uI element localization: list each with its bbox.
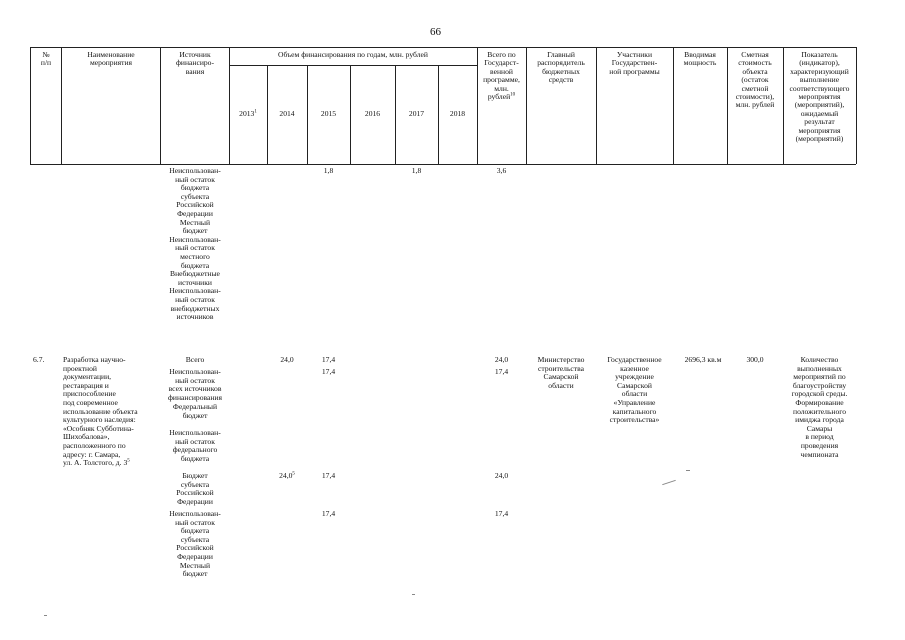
- sub-source: Неиспользован- ный остаток всех источников финансирования: [168, 367, 222, 402]
- row-manager: Министерство строительства Самарской области: [537, 355, 585, 390]
- header-year-2017: 2017: [408, 109, 425, 118]
- header-participants: Участники Государствен- ной программы: [609, 50, 660, 76]
- header-year-2015: 2015: [320, 109, 337, 118]
- header-manager: Главный распорядитель бюджетных средств: [537, 50, 585, 85]
- sub-source: Федеральный бюджет: [172, 402, 218, 420]
- table-top-border: [30, 47, 856, 48]
- sub-value-total: 24,0: [494, 471, 509, 480]
- sub-value-2015: 17,4: [321, 355, 336, 364]
- upper-value-2015: 1,8: [323, 166, 334, 175]
- header-total: Всего по Государст- венной программе, млн. рублей$^{10}$: [483, 50, 520, 102]
- header-volume-group: Объем финансирования по годам, млн. рублей: [278, 50, 428, 59]
- row-capacity: 2696,3 кв.м: [684, 355, 722, 364]
- header-year-2018: 2018: [449, 109, 466, 118]
- sub-value-2015: 17,4: [321, 471, 336, 480]
- upper-value-2017: 1,8: [411, 166, 422, 175]
- col-divider: [229, 47, 230, 164]
- header-name: Наименование мероприятия: [87, 50, 135, 68]
- header-year-2013: 2013$^1$: [239, 109, 257, 118]
- sub-source: Всего: [185, 355, 205, 364]
- header-source: Источник финансиро- вания: [175, 50, 215, 76]
- header-num: № п/п: [40, 50, 52, 68]
- header-year-2016: 2016: [364, 109, 381, 118]
- upper-value-total: 3,6: [496, 166, 507, 175]
- row-number: 6.7.: [33, 355, 45, 364]
- sub-value-total: 17,4: [494, 509, 509, 518]
- sub-value-2014: 24,0$^5$: [279, 471, 295, 480]
- row-name: Разработка научно- проектной документации, реставрация и приспособление под современное использование объекта культурного наследия: «Особняк Субботина- Шихобалова», расположенного по адресу: г. Самара, ул. А. Толстого, д. $3^5$: [63, 355, 138, 468]
- upper-source-list: Неиспользован- ный остаток бюджета субъекта Российской Федерации Местный бюджет Неиспользован- ный остаток местного бюджета Внебюджетные источники Неиспользован- ный остаток внебюджетных источников: [169, 166, 221, 322]
- table-right-border: [856, 47, 857, 164]
- sub-value-2015: 17,4: [321, 509, 336, 518]
- header-bottom-border: [30, 164, 856, 165]
- sub-source: Бюджет субъекта Российской Федерации: [176, 471, 214, 506]
- header-capacity: Вводимая мощность: [683, 50, 717, 68]
- scan-speck: [686, 470, 690, 471]
- row-indicator: Количество выполненных мероприятий по благоустройству городской среды. Формирование положительного имиджа города Самары в период проведения чемпионата: [791, 355, 848, 459]
- scan-speck: [412, 594, 415, 595]
- sub-source: Неиспользован- ный остаток федерального бюджета: [169, 428, 221, 463]
- row-cost: 300,0: [746, 355, 764, 364]
- header-indicator: Показатель (индикатор), характеризующий выполнение соответствующего мероприятия (мероприятий), ожидаемый результат мероприятия (мероприятий): [789, 50, 850, 144]
- page-number: 66: [430, 26, 441, 38]
- sub-value-total: 17,4: [494, 367, 509, 376]
- sub-source: Неиспользован- ный остаток бюджета субъекта Российской Федерации Местный бюджет: [169, 509, 221, 579]
- sub-value-2015: 17,4: [321, 367, 336, 376]
- header-cost: Сметная стоимость объекта (остаток сметной стоимости), млн. рублей: [735, 50, 775, 110]
- sub-value-total: 24,0: [494, 355, 509, 364]
- scan-speck: [44, 615, 47, 616]
- header-year-2014: 2014: [279, 109, 295, 118]
- scan-speck: [662, 480, 676, 485]
- row-participants: Государственное казенное учреждение Самарской области «Управление капитального строительства»: [607, 355, 662, 425]
- sub-value-2014: 24,0: [280, 355, 294, 364]
